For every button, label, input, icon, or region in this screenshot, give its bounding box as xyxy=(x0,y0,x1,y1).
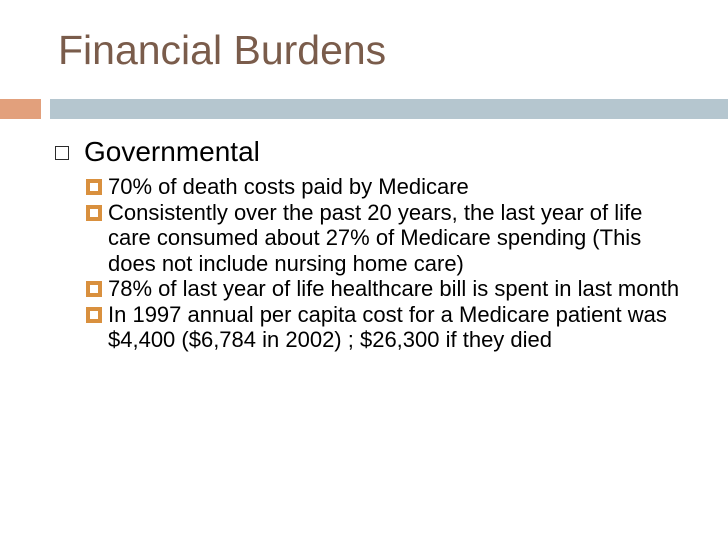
square-bullet-icon xyxy=(86,205,102,221)
square-bullet-icon xyxy=(86,281,102,297)
slide-title: Financial Burdens xyxy=(58,27,387,73)
sub-bullet-item xyxy=(86,276,686,302)
bullet-governmental xyxy=(55,136,260,168)
sub-bullet-text: Consistently over the past 20 years, the last year of life care consumed about 27% of Medicare spending (This does not include nursing home care) xyxy=(108,199,643,276)
bullet-text: Governmental xyxy=(84,136,260,167)
sub-bullet-text: 78% of last year of life healthcare bill is spent in last month xyxy=(108,276,680,301)
sub-bullet-item xyxy=(86,302,686,353)
title-rule-bar xyxy=(50,99,728,119)
square-bullet-icon xyxy=(86,179,102,195)
sub-bullet-text: In 1997 annual per capita cost for a Medicare patient was $4,400 ($6,784 in 2002) ; $26,300 if they died xyxy=(108,301,667,352)
sub-bullet-text: 70% of death costs paid by Medicare xyxy=(108,174,469,199)
sub-bullet-list xyxy=(86,174,686,353)
sub-bullet-item xyxy=(86,200,686,277)
square-bullet-icon xyxy=(86,307,102,323)
title-accent-block xyxy=(0,99,41,119)
sub-bullet-item xyxy=(86,174,686,200)
hollow-square-icon xyxy=(55,146,69,160)
